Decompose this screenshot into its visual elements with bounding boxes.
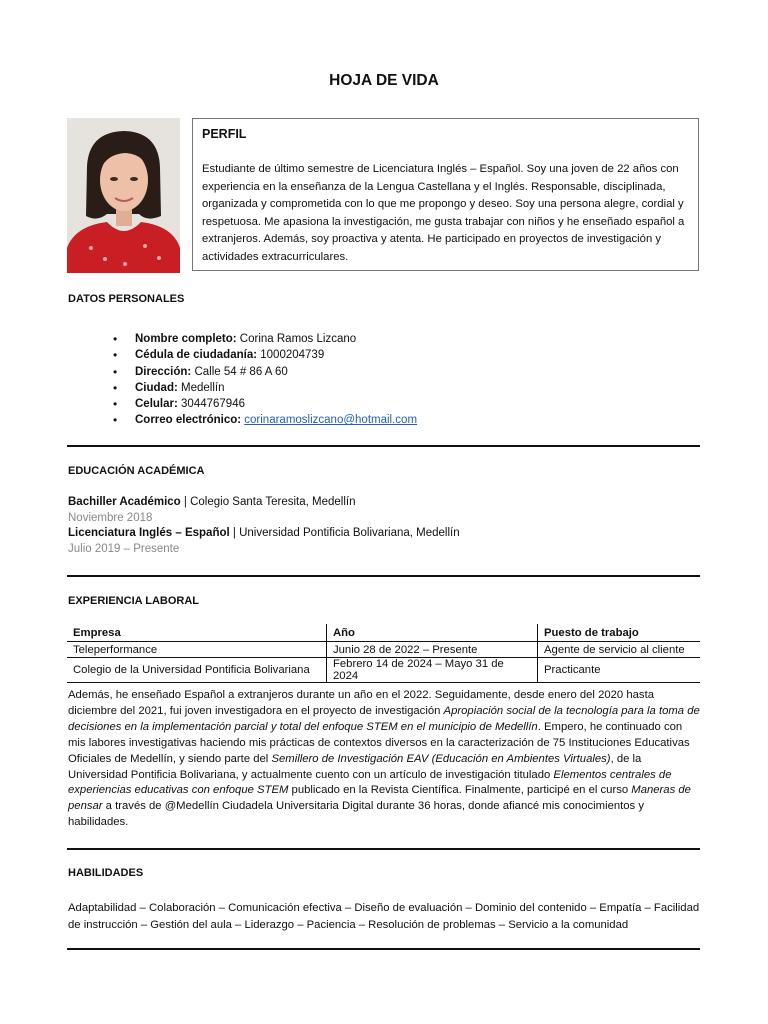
section-divider	[67, 948, 700, 950]
profile-text: Estudiante de último semestre de Licenciatura Inglés – Español. Soy una joven de 22 años con experiencia en la enseñanza de la Lengua Castellana y el Inglés. Responsable, disciplinada, organizada y comprometida con lo que me propongo y deseo. Soy una persona alegre, cordial y respetuosa. Me apasiona la investigación, me gusta trabajar con niños y he enseñado español a extranjeros. Además, soy proactiva y atenta. He participado en proyectos de investigación y actividades extracurriculares.	[202, 163, 685, 263]
table-cell: Febrero 14 de 2024 – Mayo 31 de 2024	[327, 658, 538, 683]
table-cell: Practicante	[538, 658, 701, 683]
profile-photo-image	[67, 118, 180, 273]
personal-data-list	[68, 331, 668, 429]
list-item: • Ciudad: Medellín	[68, 380, 668, 396]
education-date: Julio 2019 – Presente	[68, 543, 180, 555]
education-entry: Bachiller Académico | Colegio Santa Teresita, Medellín	[68, 496, 356, 508]
profile-heading: PERFIL	[202, 127, 247, 141]
experience-table	[67, 624, 700, 683]
list-item: • Celular: 3044767946	[68, 396, 668, 412]
personal-data-heading: DATOS PERSONALES	[68, 293, 185, 305]
education-date: Noviembre 2018	[68, 512, 153, 524]
column-header: Puesto de trabajo	[538, 624, 701, 642]
list-item: • Nombre completo: Corina Ramos Lizcano	[68, 331, 668, 347]
document-title: HOJA DE VIDA	[329, 72, 439, 89]
list-item: • Dirección: Calle 54 # 86 A 60	[68, 364, 668, 380]
table-row	[67, 658, 700, 683]
skills-heading: HABILIDADES	[68, 867, 144, 879]
section-divider	[67, 848, 700, 850]
column-header: Empresa	[67, 624, 327, 642]
skills-text: Adaptabilidad – Colaboración – Comunicación efectiva – Diseño de evaluación – Dominio del contenido – Empatía – Facilidad de instrucción – Gestión del aula – Liderazgo – Paciencia – Resolución de problemas – Servicio a la comunidad	[68, 902, 700, 931]
table-cell: Agente de servicio al cliente	[538, 642, 701, 658]
email-link[interactable]: corinaramoslizcano@hotmail.com	[244, 414, 418, 427]
education-heading: EDUCACIÓN ACADÉMICA	[68, 465, 205, 477]
profile-box	[192, 118, 699, 271]
section-divider	[67, 445, 700, 447]
table-cell: Teleperformance	[67, 642, 327, 658]
table-row	[67, 642, 700, 658]
experience-paragraph: Además, he enseñado Español a extranjeros durante un año en el 2022. Seguidamente, desde enero del 2020 hasta diciembre del 2021, fui joven investigadora en el proyecto de investigación Apropiación social de la tecnología para la toma de decisiones en la implementación parcial y total del enfoque STEM en el municipio de Medellín. Empero, he continuado con mis labores investigativas haciendo mis prácticas de contextos diversos en la caracterización de 75 Instituciones Educativas Oficiales de Medellín, y siendo parte del Semillero de Investigación EAV (Educación en Ambientes Virtuales), de la Universidad Pontificia Bolivariana, y actualmente cuento con un artículo de investigación titulado Elementos centrales de experiencias educativas con enfoque STEM publicado en la Revista Científica. Finalmente, participé en el curso Maneras de pensar a través de @Medellín Ciudadela Universitaria Digital durante 36 horas, donde afiancé mis conocimientos y habilidades.	[68, 689, 700, 829]
list-item: • Correo electrónico: corinaramoslizcano@hotmail.com	[68, 412, 668, 428]
profile-photo	[67, 118, 180, 273]
experience-heading: EXPERIENCIA LABORAL	[68, 595, 199, 607]
column-header: Año	[327, 624, 538, 642]
table-header-row	[67, 624, 700, 642]
table-cell: Colegio de la Universidad Pontificia Bolivariana	[67, 658, 327, 683]
list-item: • Cédula de ciudadanía: 1000204739	[68, 347, 668, 363]
education-entry: Licenciatura Inglés – Español | Universidad Pontificia Bolivariana, Medellín	[68, 527, 460, 539]
table-cell: Junio 28 de 2022 – Presente	[327, 642, 538, 658]
section-divider	[67, 575, 700, 577]
